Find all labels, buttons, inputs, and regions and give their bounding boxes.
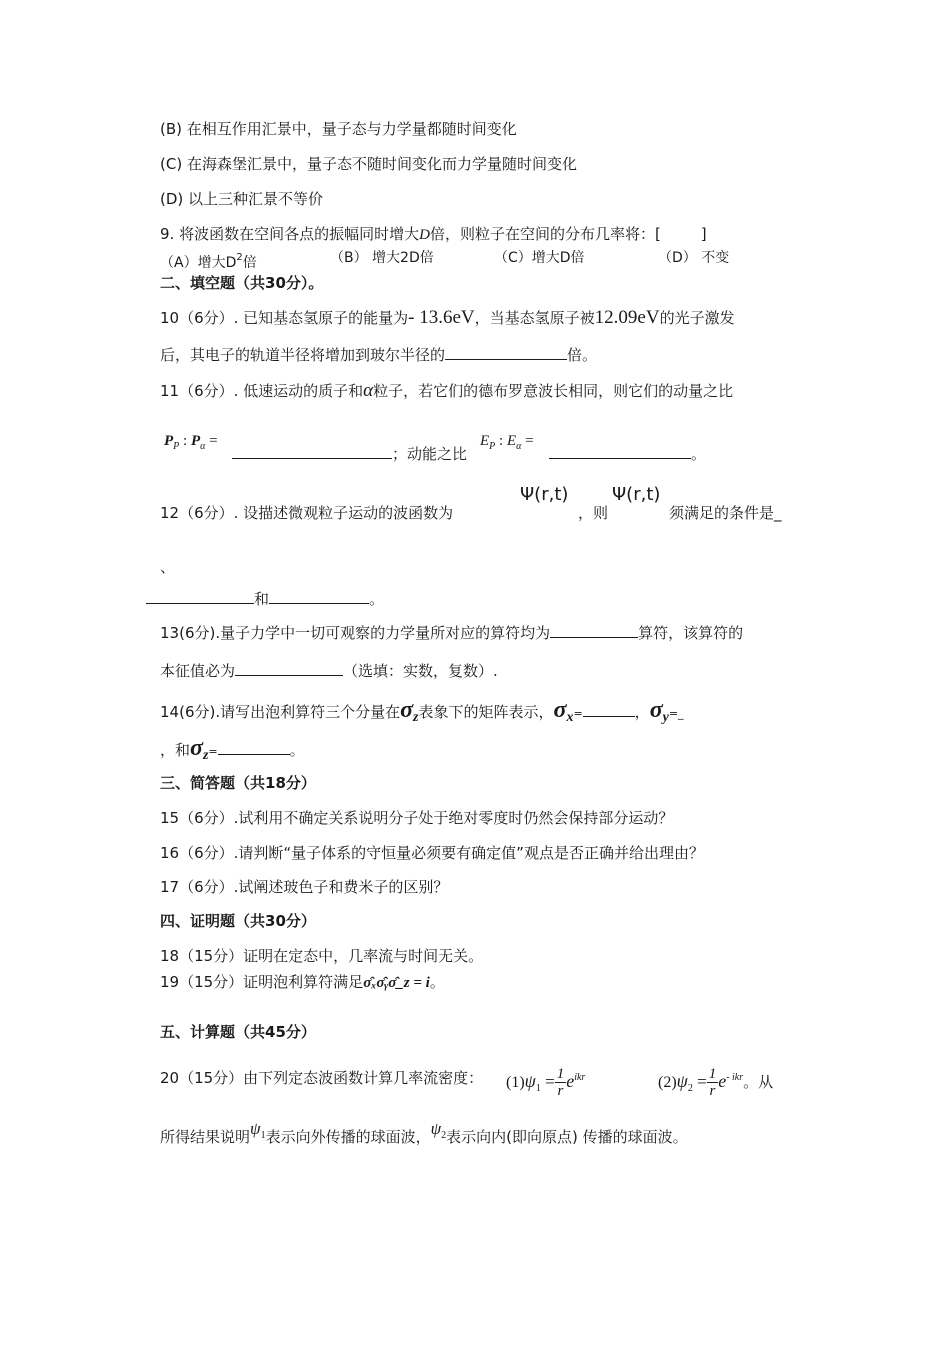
q9-option-b: （B） 增大2D倍 — [330, 250, 434, 266]
q20-frac-1: $\frac{1}{r}$ — [556, 1066, 565, 1099]
q12-line3: 和 。 — [146, 588, 384, 609]
q11-line1: 11（6分）. 低速运动的质子和α粒子，若它们的德布罗意波长相同，则它们的动量之比 — [160, 380, 734, 401]
q13-line2: 本征值必为 （选填：实数，复数）. — [160, 662, 498, 680]
q20-frac-2: $\frac{1}{r}$ — [708, 1066, 717, 1099]
q9-option-c: （C）增大D倍 — [494, 250, 585, 266]
q11-line2: ；动能之比 — [232, 443, 467, 464]
q10-answer-blank[interactable] — [445, 344, 567, 360]
q14-line1: 14(6分).请写出泡利算符三个分量在σz表象下的矩阵表示，σx= ，σy=_ — [160, 697, 684, 725]
q8-option-c: (C) 在海森堡汇景中，量子态不随时间变化而力学量随时间变化 — [160, 155, 577, 173]
q13-line1: 13(6分).量子力学中一切可观察的力学量所对应的算符均为 算符，该算符的 — [160, 624, 744, 642]
q13-blank-1[interactable] — [550, 622, 638, 638]
q11-momentum-blank[interactable] — [232, 443, 392, 459]
q11-energy-answer: 。 — [549, 443, 706, 464]
q12-line1: 12（6分）. 设描述微观粒子运动的波函数为 — [160, 504, 454, 522]
section-2-title: 二、填空题（共30分）。 — [160, 274, 324, 292]
q14-line2: ，和σz= 。 — [160, 735, 305, 763]
q20-line2: 所得结果说明$\psi^1$表示向外传播的球面波，$\psi^2$表示向内(即向原点) 传播的球面波。 — [160, 1119, 688, 1146]
q12-then: ，则 — [578, 504, 609, 522]
q9-option-d: （D） 不变 — [658, 250, 730, 266]
q14-sigma-x-blank[interactable] — [583, 701, 635, 717]
q15-text: 15（6分）.试利用不确定关系说明分子处于绝对零度时仍然会保持部分运动？ — [160, 809, 674, 827]
q13-blank-2[interactable] — [235, 660, 343, 676]
q12-condition: 须满足的条件是_ — [669, 504, 782, 522]
q8-option-b: (B) 在相互作用汇景中，量子态与力学量都随时间变化 — [160, 120, 517, 138]
q10-line2: 后，其电子的轨道半径将增加到玻尔半径的 倍。 — [160, 346, 598, 364]
q14-sigma-z-blank[interactable] — [218, 739, 290, 755]
q12-psi-1: Ψ(r,t) — [520, 484, 569, 505]
q18-text: 18（15分）证明在定态中，几率流与时间无关。 — [160, 947, 484, 965]
q20-intro: 20（15分）由下列定态波函数计算几率流密度： — [160, 1069, 484, 1087]
q16-text: 16（6分）.请判断“量子体系的守恒量必须要有确定值”观点是否正确并给出理由？ — [160, 844, 704, 862]
q12-blank-3[interactable] — [269, 588, 369, 604]
section-5-title: 五、计算题（共45分） — [160, 1023, 316, 1041]
section-3-title: 三、简答题（共18分） — [160, 774, 316, 792]
q12-psi-2: Ψ(r,t) — [612, 484, 661, 505]
q12-blank-2[interactable] — [146, 588, 254, 604]
q11-energy-ratio: $E_P$ : $E_\alpha$ = — [480, 433, 534, 452]
q9-question: 9. 将波函数在空间各点的振幅同时增大D倍，则粒子在空间的分布几率将：[ ] — [160, 225, 707, 243]
q9-option-a: （A）增大$D^2$倍 — [160, 252, 257, 271]
q12-line2: 、 — [160, 558, 176, 576]
q20-formula-2: $(2)\psi_2$ = $\frac{1}{r}$ $e^{- ikr}$。从 — [658, 1066, 774, 1099]
q11-energy-blank[interactable] — [549, 443, 691, 459]
q19-line: 19（15分）证明泡利算符满足σ̂ₓσ̂ᵧσ̂_z = i。 — [160, 973, 445, 991]
q8-option-d: (D) 以上三种汇景不等价 — [160, 190, 324, 208]
q11-momentum-ratio: $P_P$ : $P_\alpha$ = — [164, 433, 218, 452]
q20-formula-1: $(1)\psi_1$ = $\frac{1}{r}$ $e^{ikr}$ — [506, 1066, 586, 1099]
section-4-title: 四、证明题（共30分） — [160, 912, 316, 930]
q10-line1: 10（6分）. 已知基态氢原子的能量为- 13.6eV，当基态氢原子被12.09eV的光子激发 — [160, 307, 735, 328]
q17-text: 17（6分）.试阐述玻色子和费米子的区别？ — [160, 878, 449, 896]
